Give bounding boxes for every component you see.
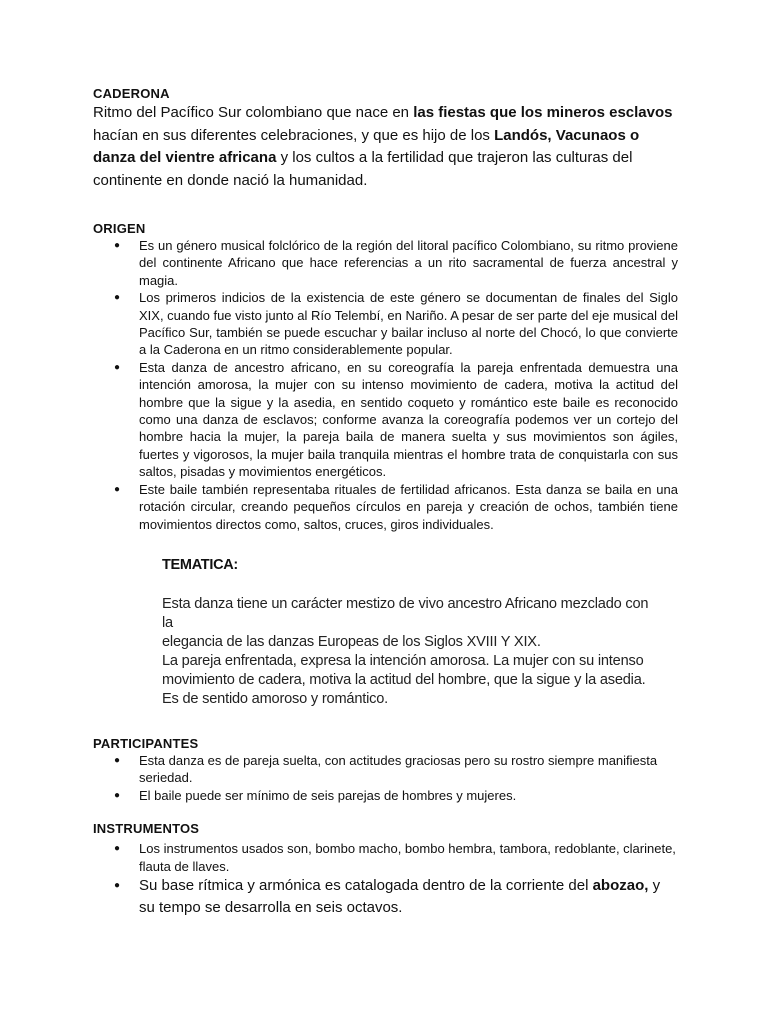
intro-bold-1: las fiestas que los mineros esclavos — [413, 104, 673, 121]
intro-text-2: hacían en sus diferentes celebraciones, y que es hijo de los — [93, 126, 495, 144]
ritmo-bold: abozao, — [592, 876, 649, 894]
origen-heading: ORIGEN — [93, 221, 146, 236]
tematica-heading: TEMATICA: — [162, 556, 238, 573]
ritmo-text-2: y su tempo se desarrolla en seis octavos. — [139, 876, 661, 916]
origen-item: ● Esta danza de ancestro africano, en su coreografía la pareja enfrentada demuestra una intención amorosa, la mujer con su intenso movimiento de cadera, motiva la actitud del hombre que la sigue y la asedia, en sentido coqueto y romántico este baile es reconocido como una danza de esclavos; conforme avanza la coreografía podemos ver un cortejo del hombre hacia la mujer, la pareja baila de manera suelta y sus movimientos son ágiles, fuertes y vigorosos, la mujer baila tranquila mientras el hombre trata de conquistarla con sus saltos, pisadas y movimientos energéticos. — [93, 359, 678, 481]
intro-paragraph — [93, 102, 678, 192]
instrumentos-list — [93, 840, 678, 875]
tematica-line: elegancia de las danzas Europeas de los Siglos XVIII Y XIX. — [162, 633, 541, 650]
participantes-item: ● El baile puede ser mínimo de seis parejas de hombres y mujeres. — [93, 787, 678, 804]
participantes-heading: PARTICIPANTES — [93, 735, 199, 751]
tematica-line: movimiento de cadera, motiva la actitud del hombre, que la sigue y la asedia. — [162, 671, 646, 688]
document-title: CADERONA — [93, 86, 170, 101]
document-page — [93, 86, 678, 919]
intro-text-3: y los cultos a la fertilidad que trajeron las culturas del continente en donde nació la humanidad. — [93, 149, 633, 189]
origen-item: ● Los primeros indicios de la existencia de este género se documentan de finales del Siglo XIX, cuando fue visto junto al Río Telembí, en Nariño. A pesar de ser parte del eje musical del Pacífico Sur, también se puede escuchar y bailar incluso al norte del Chocó, lo que convierte a la Caderona en un ritmo considerablemente popular. — [93, 289, 678, 359]
instrumentos-list-2 — [93, 875, 678, 919]
intro-bold-2: Landós, Vacunaos o danza del vientre africana — [93, 126, 640, 166]
intro-text-1: Ritmo del Pacífico Sur colombiano que nace en — [93, 104, 414, 121]
participantes-list — [93, 752, 678, 804]
origen-list — [93, 237, 678, 533]
origen-item: ● Este baile también representaba rituales de fertilidad africanos. Esta danza se baila en una rotación circular, creando pequeños círculos en pareja y creación de ochos, también tiene movimientos directos como, saltos, cruces, giros individuales. — [93, 481, 678, 533]
origen-item: ● Es un género musical folclórico de la región del litoral pacífico Colombiano, su ritmo proviene del continente Africano que hace referencias a un rito sacramental de fuerza ancestral y magia. — [93, 237, 678, 289]
participantes-item: ● Esta danza es de pareja suelta, con actitudes graciosas pero su rostro siempre manifiesta seriedad. — [93, 752, 678, 787]
tematica-line: La pareja enfrentada, expresa la intención amorosa. La mujer con su intenso — [162, 652, 644, 669]
tematica-image-block — [162, 557, 662, 709]
instrumentos-item: ● Los instrumentos usados son, bombo macho, bombo hembra, tambora, redoblante, clarinete, flauta de llaves. — [93, 840, 678, 875]
instrumentos-item-ritmo — [93, 875, 678, 919]
tematica-line: Es de sentido amoroso y romántico. — [162, 690, 389, 707]
tematica-line: Esta danza tiene un carácter mestizo de vivo ancestro Africano mezclado con la — [162, 595, 649, 631]
instrumentos-heading: INSTRUMENTOS — [93, 821, 200, 837]
ritmo-text-1: Su base rítmica y armónica es catalogada dentro de la corriente del — [139, 876, 593, 894]
